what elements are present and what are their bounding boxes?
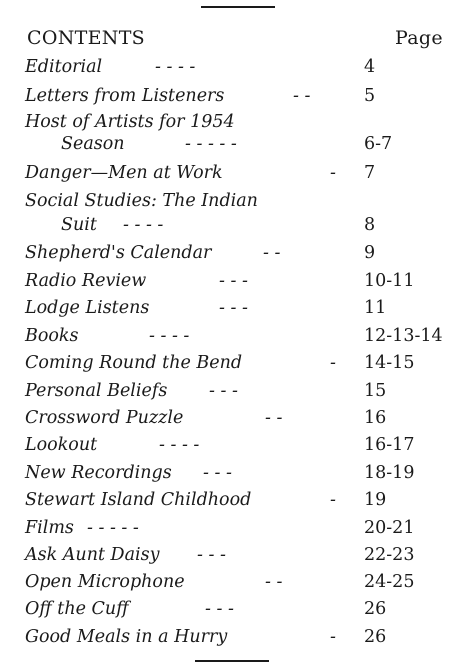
entry-page: 14-15 (364, 353, 415, 373)
bottom-rule (195, 660, 269, 662)
entry-title: Films (25, 518, 74, 538)
contents-header (27, 27, 443, 51)
entry-title: Good Meals in a Hurry (25, 627, 228, 647)
entry-page: 20-21 (364, 518, 415, 538)
entry-leader: - - - (205, 599, 234, 619)
entry-leader: - - (293, 86, 311, 106)
entry-page: 16-17 (364, 435, 415, 455)
entry-leader: - - (263, 243, 281, 263)
entry-page: 26 (364, 627, 387, 647)
entry-page: 16 (364, 408, 387, 428)
entry-leader: - (330, 163, 336, 183)
entry-title: Lodge Listens (25, 298, 150, 318)
entry-leader: - - - (219, 298, 248, 318)
entry-title: Danger—Men at Work (25, 163, 223, 183)
top-rule (201, 6, 275, 8)
entry-page: 5 (364, 86, 376, 106)
entry-title: Editorial (25, 57, 103, 77)
entry-leader: - - - - - (185, 134, 237, 154)
entry-leader: - (330, 627, 336, 647)
entry-page: 15 (364, 381, 387, 401)
entry-title: Shepherd's Calendar (25, 243, 212, 263)
entry-leader: - - - (209, 381, 238, 401)
entry-leader: - - (265, 408, 283, 428)
entry-leader: - (330, 490, 336, 510)
entry-leader: - - - (197, 545, 226, 565)
entry-page: 4 (364, 57, 376, 77)
entry-title: Off the Cuff (25, 599, 129, 619)
entry-title: New Recordings (25, 463, 172, 483)
entry-page: 6-7 (364, 134, 393, 154)
entry-page: 26 (364, 599, 387, 619)
entry-title: Letters from Listeners (25, 86, 225, 106)
entry-title-continued: Season (61, 134, 125, 154)
entry-leader: - - (265, 572, 283, 592)
entry-title: Stewart Island Childhood (25, 490, 252, 510)
entry-page: 24-25 (364, 572, 415, 592)
entry-leader: - - - - (149, 326, 190, 346)
entry-title: Coming Round the Bend (25, 353, 243, 373)
entry-title: Crossword Puzzle (25, 408, 184, 428)
entry-title: Radio Review (25, 271, 147, 291)
entry-page: 22-23 (364, 545, 415, 565)
entry-page: 18-19 (364, 463, 415, 483)
entry-page: 9 (364, 243, 376, 263)
entry-page: 19 (364, 490, 387, 510)
entry-page: 8 (364, 215, 376, 235)
entry-title: Open Microphone (25, 572, 185, 592)
entry-leader: - - - - - (87, 518, 139, 538)
entry-leader: - - - (219, 271, 248, 291)
entry-title: Lookout (25, 435, 98, 455)
entry-leader: - - - (203, 463, 232, 483)
entry-title-continued: Suit (61, 215, 97, 235)
entry-title: Host of Artists for 1954 (25, 112, 235, 132)
entry-page: 12-13-14 (364, 326, 443, 346)
entry-title: Social Studies: The Indian (25, 191, 258, 211)
entry-title: Ask Aunt Daisy (25, 545, 160, 565)
entry-page: 11 (364, 298, 387, 318)
entry-page: 7 (364, 163, 376, 183)
entry-leader: - - - - (155, 57, 196, 77)
page-column-label: Page (395, 27, 443, 49)
entry-leader: - (330, 353, 336, 373)
entry-leader: - - - - (159, 435, 200, 455)
entry-title: Books (25, 326, 79, 346)
entry-leader: - - - - (123, 215, 164, 235)
entry-page: 10-11 (364, 271, 415, 291)
entry-title: Personal Beliefs (25, 381, 168, 401)
contents-title: CONTENTS (27, 27, 145, 49)
